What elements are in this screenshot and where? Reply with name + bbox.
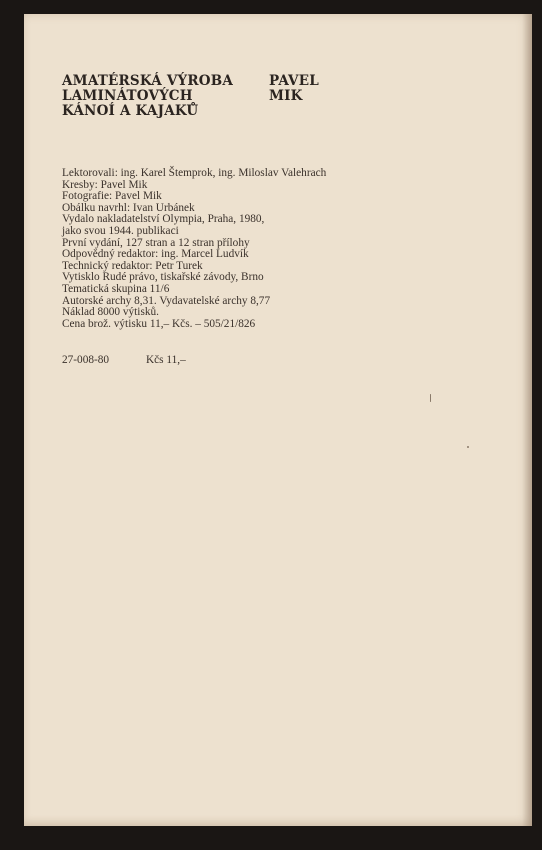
- imprint-line: Cena brož. výtisku 11,– Kčs. – 505/21/826: [62, 317, 256, 330]
- title-line-3: KÁNOÍ A KAJAKŮ: [62, 103, 199, 119]
- catalog-footer: [62, 354, 186, 366]
- imprint-line: Odpovědný redaktor: ing. Marcel Ludvík: [62, 248, 249, 261]
- paper-speck: [430, 394, 431, 402]
- book-page: [24, 14, 532, 826]
- imprint-line: jako svou 1944. publikaci: [62, 224, 179, 237]
- book-author: [269, 74, 319, 104]
- imprint-line: Autorské archy 8,31. Vydavatelské archy 8,77: [62, 294, 271, 307]
- imprint-line: Technický redaktor: Petr Turek: [62, 259, 203, 272]
- imprint-block: [62, 168, 326, 330]
- imprint-line: Vytisklo Rudé právo, tiskařské závody, Brno: [62, 271, 264, 284]
- catalog-code: 27-008-80: [62, 354, 110, 366]
- imprint-line: Obálku navrhl: Ivan Urbánek: [62, 201, 195, 214]
- author-last-name: MIK: [269, 88, 303, 104]
- title-line-1: AMATÉRSKÁ VÝROBA: [62, 73, 233, 89]
- imprint-line: Vydalo nakladatelství Olympia, Praha, 1980,: [62, 213, 265, 226]
- author-first-name: PAVEL: [269, 73, 319, 89]
- imprint-line: První vydání, 127 stran a 12 stran přílohy: [62, 236, 250, 249]
- imprint-line: Náklad 8000 výtisků.: [62, 306, 159, 319]
- title-line-2: LAMINÁTOVÝCH: [62, 88, 193, 104]
- page-edge-shadow: [522, 14, 532, 826]
- imprint-line: Tematická skupina 11/6: [62, 282, 170, 295]
- imprint-line: Kresby: Pavel Mik: [62, 178, 148, 191]
- paper-speck: [467, 446, 469, 448]
- book-title: [62, 74, 233, 119]
- imprint-line: Fotografie: Pavel Mik: [62, 190, 162, 203]
- imprint-line: Lektorovali: ing. Karel Štemprok, ing. Miloslav Valehrach: [62, 167, 327, 179]
- price-label: Kčs 11,–: [146, 354, 186, 366]
